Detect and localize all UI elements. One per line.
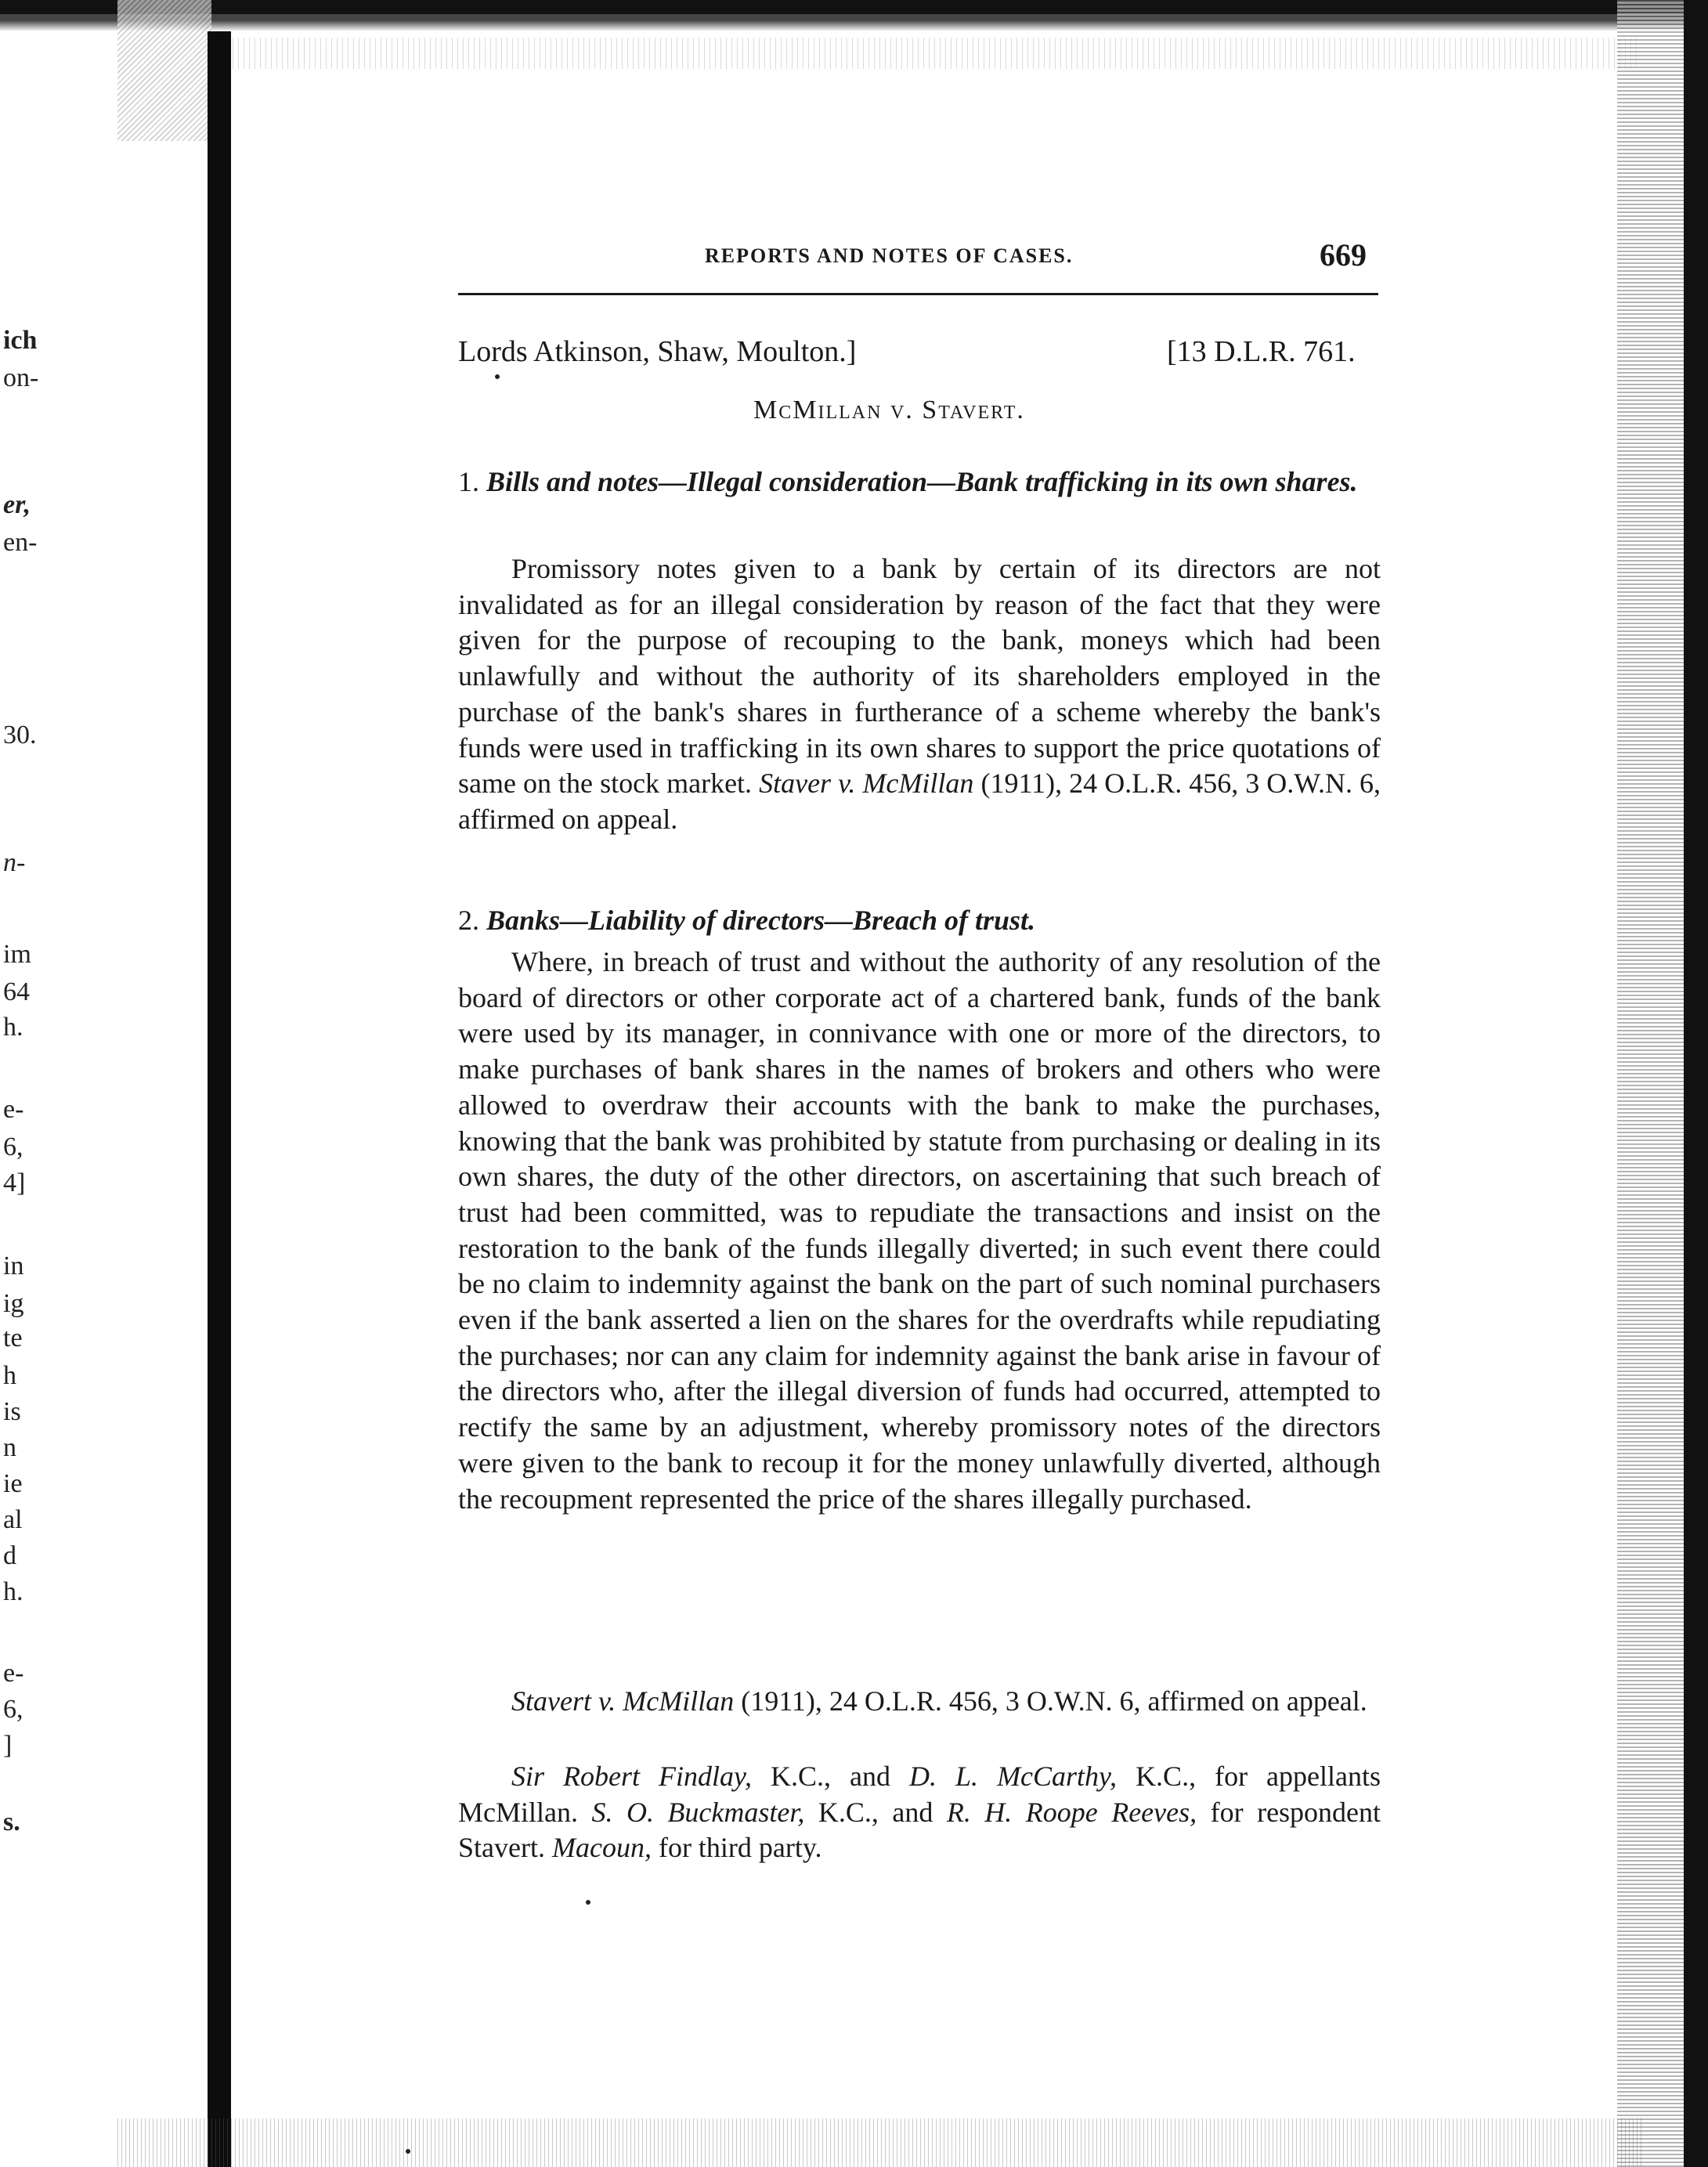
headnote-topic: Banks—Liability of directors—Breach of trust. [486, 905, 1036, 936]
margin-fragment: al [3, 1507, 23, 1533]
counsel-name: S. O. Buckmaster, [591, 1796, 805, 1828]
headnote-2 [458, 902, 1382, 938]
headnote-paragraph-1 [458, 551, 1381, 838]
margin-fragment: en- [3, 529, 38, 556]
scan-top-noise [227, 38, 1637, 69]
counsel-paragraph [458, 1759, 1381, 1866]
margin-fragment: ] [3, 1732, 13, 1759]
header-rule [458, 293, 1378, 295]
margin-fragment: e- [3, 1096, 24, 1123]
counsel-name: R. H. Roope Reeves, [946, 1796, 1197, 1828]
counsel-name: Sir Robert Findlay, [511, 1761, 752, 1792]
scan-right-bar [1684, 0, 1708, 2167]
margin-fragment: 64 [3, 979, 30, 1006]
margin-fragment: n- [3, 850, 26, 876]
scan-top-edge [0, 0, 1708, 38]
margin-fragment: h [3, 1363, 16, 1389]
book-spine [208, 31, 231, 2167]
counsel-detail: for third party. [658, 1832, 822, 1864]
margin-fragment: 6, [3, 1696, 23, 1723]
case-reference: Staver v. McMillan [759, 767, 974, 800]
court-judges: Lords Atkinson, Shaw, Moulton.] [458, 335, 857, 368]
headnote-number: 2. [458, 905, 479, 936]
margin-fragment: ig [3, 1291, 24, 1317]
counsel-detail: K.C., and [771, 1761, 891, 1792]
report-reference: (1911), 24 O.L.R. 456, 3 O.W.N. 6, affirmed on appeal. [741, 1685, 1367, 1717]
speck [586, 1900, 590, 1905]
counsel-name: D. L. McCarthy, [909, 1761, 1118, 1792]
paragraph-text: Promissory notes given to a bank by certain of its directors are not invalidated as for an illegal consideration by reason of the fact that they were given for the purpose of recouping to the bank, moneys which had been unlawfully and without the authority of its shareholders employed in the purchase of the bank's shares in furtherance of a scheme whereby the bank's funds were used in trafficking in its own shares to support the price quotations of same on the stock market. [458, 553, 1381, 800]
report-reference: (1911), 24 O.L.R. 456, 3 O.W.N. 6, affirmed on appeal. [458, 767, 1381, 835]
counsel-detail: for respondent Stavert. [458, 1796, 1381, 1864]
margin-fragment: d [3, 1543, 16, 1569]
margin-fragment: e- [3, 1660, 24, 1687]
scan-bottom-noise [117, 2118, 1645, 2167]
counsel-detail: K.C., for appellants McMillan. [458, 1761, 1381, 1828]
report-citation: [13 D.L.R. 761. [1167, 335, 1356, 368]
page-number: 669 [1320, 237, 1367, 273]
margin-fragment: te [3, 1325, 23, 1352]
headnote-topic: Bills and notes—Illegal consideration—Bank trafficking in its own shares. [486, 466, 1358, 497]
case-title: McMillan v. Stavert. [753, 395, 1025, 424]
headnote-number: 1. [458, 466, 479, 497]
margin-fragment: im [3, 941, 31, 968]
margin-fragment: h. [3, 1014, 23, 1041]
margin-fragment: on- [3, 365, 39, 392]
margin-fragment: n [3, 1435, 16, 1461]
speck [406, 2149, 410, 2154]
running-head: REPORTS AND NOTES OF CASES. [705, 244, 1074, 267]
headnote-paragraph-2 [458, 944, 1381, 1517]
margin-fragment: ich [3, 327, 38, 354]
margin-fragment: in [3, 1253, 24, 1280]
margin-fragment: 30. [3, 722, 37, 749]
paragraph-text: Where, in breach of trust and without the authority of any resolution of the board of directors or other corporate act of a chartered bank, funds of the bank were used by its manager, in connivance with one or more of the directors, to make purchases of bank shares in the names of brokers and others who were allowed to overdraw their accounts with the bank to make the purchases, knowing that the bank was prohibited by statute from purchasing or dealing in its own shares, the duty of the other directors, on ascertaining that such breach of trust had been committed, was to repudiate the transactions and insist on the restoration to the bank of the funds illegally diverted; in such event there could be no claim to indemnity against the bank on the part of such nominal purchasers even if the bank asserted a lien on the shares for the overdrafts while repudiating the purchases; nor can any claim for indemnity against the bank arise in favour of the directors who, after the illegal diversion of funds had occurred, attempted to rectify the same by an adjustment, whereby promissory notes of the directors were given to the bank to recoup it for the money unlawfully diverted, although the recoupment represented the price of the shares illegally purchased. [458, 946, 1381, 1515]
margin-fragment: s. [3, 1809, 20, 1836]
case-reference: Stavert v. McMillan [511, 1685, 735, 1717]
speck [495, 374, 500, 379]
counsel-name: Macoun, [551, 1832, 652, 1864]
scan-spine-shadow [117, 0, 211, 141]
margin-fragment: 4] [3, 1170, 26, 1197]
margin-fragment: h. [3, 1579, 23, 1605]
margin-fragment: ie [3, 1471, 23, 1497]
margin-fragment: er, [3, 492, 31, 518]
margin-fragment: 6, [3, 1134, 23, 1161]
margin-fragment: is [3, 1399, 21, 1425]
headnote-1 [458, 464, 1382, 500]
counsel-detail: K.C., and [818, 1796, 933, 1828]
case-history [458, 1684, 1381, 1720]
